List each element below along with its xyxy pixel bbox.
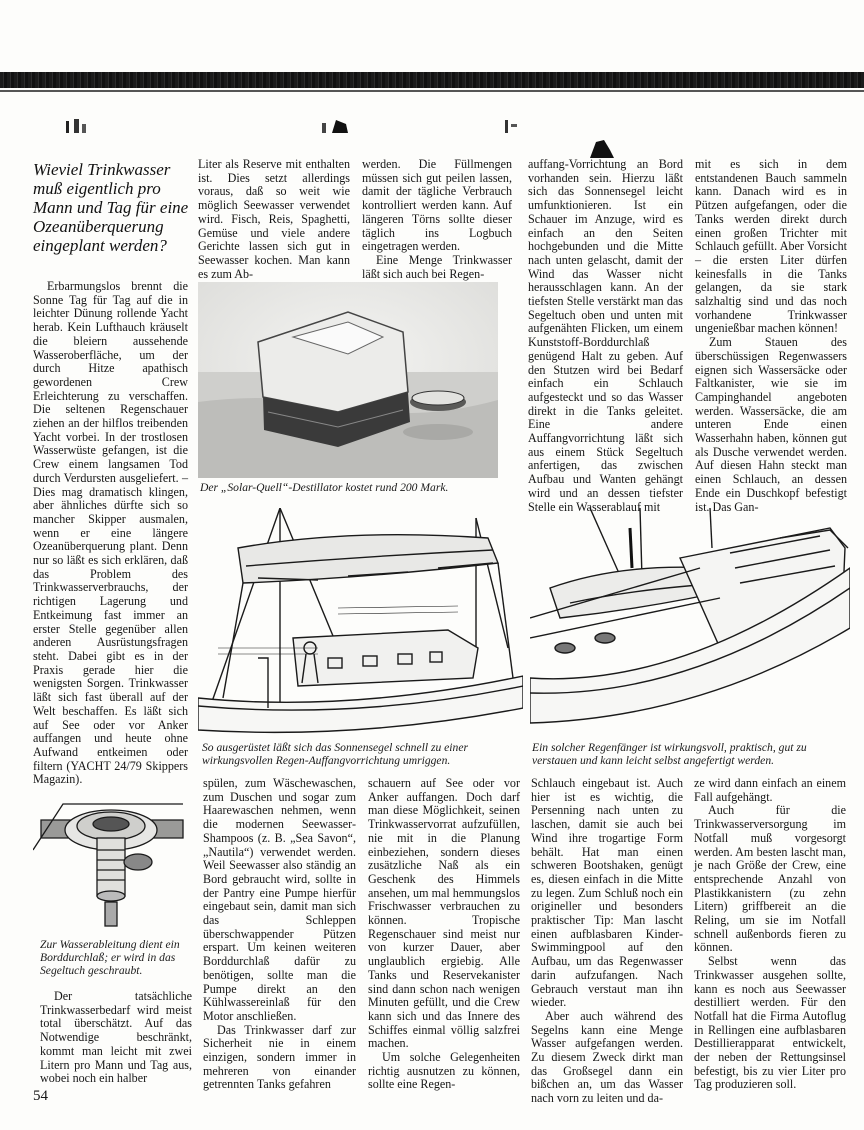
boat-awning-illustration	[198, 508, 523, 740]
paragraph: ze wird dann einfach an einem Fall aufgehängt.	[694, 776, 846, 804]
page-number: 54	[33, 1088, 48, 1104]
paragraph: Aber auch während des Segelns kann eine Menge Wasser aufgefangen werden. Zu diesem Zweck dirkt man das Großsegel dann ein bißchen an, um das Wasser nach vorn zu leiten und da-	[531, 1008, 683, 1106]
through-hull-fitting-illustration	[33, 790, 191, 932]
column-3-bottom	[368, 777, 520, 1092]
paragraph: Um solche Gelegenheiten richtig ausnutzen zu können, sollte eine Regen-	[368, 1050, 520, 1092]
top-rule-bar	[0, 72, 864, 88]
photo-caption: Der „Solar-Quell“-Destillator kostet rund 200 Mark.	[200, 481, 449, 494]
paragraph: schauern auf See oder vor Anker auffangen. Doch darf man diese Möglichkeit, seinen Trinkwasservorrat aufzufüllen, nie mit in die Planung einbeziehen, sondern dieses zusätzliche Naß als ein Geschenk des Himmels ansehen, um mal hemmungslos Frischwasser verbrauchen zu können. Tropische Regenschauer sind meist nur von kurzer Dauer, aber unglaublich ergiebig. Alle Tanks und Reservekanister sind dann schon nach wenigen Minuten gefüllt, und die Crew kann sich und das Innere des Schiffes einmal völlig salzfrei machen.	[368, 776, 520, 1051]
paragraph: Eine Menge Trinkwasser läßt sich auch bei Regen-	[362, 252, 512, 281]
column-2-bottom	[203, 777, 356, 1092]
paragraph: Zum Stauen des überschüssigen Regenwassers eignen sich Wassersäcke oder Faltkanister, wie sie im Campinghandel angeboten werden. Wassersäcke, die am unteren Ende einen Wasserhahn haben, können gut als Dusche verwendet werden. Auf diesen Hahn steckt man einen Schlauch, an dessen Ende ein Duschkopf befestigt ist. Das Gan-	[695, 335, 847, 514]
paragraph: spülen, zum Wäschewaschen, zum Duschen und sogar zum Haarewaschen nehmen, wenn die modernen Seewasser-Shampoos (z. B. „Sea Savon“, „Nautila“) verwendet werden. Weil Seewasser also ständig an Bord gebraucht wird, sollte in der Pantry eine Pumpe hierfür eingebaut sein, damit man sich das Schleppen überschwappender Pützen erspart. Um keinen weiteren Borddurchlaß dafür zu benötigen, sollte man die Pumpe direkt an den Kühlwassereinlaß für den Motor anschließen.	[203, 776, 356, 1023]
column-5-top	[695, 158, 847, 514]
boat-left-caption: So ausgerüstet läßt sich das Sonnensegel schnell zu einer wirkungsvollen Regen-Auffangvorrichtung umriggen.	[202, 741, 468, 767]
column-5-bottom	[694, 777, 846, 1092]
column-2-top	[198, 158, 350, 281]
decor-mark-2	[318, 118, 358, 134]
paragraph: Selbst wenn das Trinkwasser ausgehen sollte, kann es noch aus Seewasser destilliert werden. Für den Notfall hat die Firma Autoflug in Rellingen eine aufblasbaren Destillierapparat entwickelt, der neben der Rettungsinsel befestigt, bis zu vier Liter pro Tag produzieren soll.	[694, 954, 846, 1092]
paragraph: Erbarmungslos brennt die Sonne Tag für Tag auf die in leichter Dünung rollende Yacht herab. Kein Lufthauch kräuselt die bleiern aussehende Wasseroberfläche, um der durch Hitze apathisch gewordenen Crew Erleichterung zu verschaffen. Die seltenen Regenschauer ziehen an der hilflos treibenden Yacht vorbei. In der trostlosen Wasserwüste gefangen, ist die Crew einem langsamen Tod durch Verdursten ausgeliefert. – Dies mag dramatisch klingen, aber ähnliches dürfte sich so mancher Skipper ausmalen, wenn er eine längere Ozeanüberquerung plant. Denn nur so läßt es sich erklären, daß das Problem des Trinkwasserverbrauchs, der richtigen Lagerung und Entkeimung fast immer an erster Stelle gegenüber allen anderen Ausrüstungsfragen steht. Dabei gibt es in der Praxis gerade hier die wenigsten Sorgen. Trinkwasser läßt sich fast überall auf der Welt beschaffen. Es läßt sich auf See oder vor Anker auffangen und heute ohne Aufwand entkeimen oder filtern (YACHT 24/79 Skippers Magazin).	[33, 279, 188, 787]
paragraph: Schlauch eingebaut ist. Auch hier ist es wichtig, die Persenning nach unten zu laschen, damit sie auch bei Wind ihre trogartige Form behält. Hat man einen schweren Bootshaken, genügt es, diesen einfach in die Mitte zu legen. Zum Schluß noch ein origineller und besonders praktischer Tip: Man lascht einen aufblasbaren Kinder-Swimmingpool auf den Aufbau, um das Regenwasser darin aufzufangen. Nach Gebrauch verstaut man ihn wieder.	[531, 776, 683, 1010]
paragraph: Auch für die Trinkwasserversorgung im Notfall muß vorgesorgt werden. Am besten lascht man, je nach Größe der Crew, eine entsprechende Anzahl von Plastikkanistern (zu zehn Litern) griffbereit an die Reling, um sie im Notfall schnell außenbords fieren zu können.	[694, 803, 846, 955]
column-4-top	[528, 158, 683, 514]
paragraph: mit es sich in dem entstandenen Bauch sammeln kann. Danach wird es in Pützen aufgefangen, oder die Tanks werden direkt durch einen großen Trichter mit Schlauch gefüllt. Aber Vorsicht – die ersten Liter dürfen keinesfalls in die Tanks gelangen, da sie stark salzhaltig sind und das noch vorhandene Trinkwasser ungenießbar machen können!	[695, 157, 847, 336]
column-3-top	[362, 158, 512, 281]
paragraph: Der tatsächliche Trinkwasserbedarf wird meist total überschätzt. Auf das Notwendige beschränkt, kommt man leicht mit zwei Litern pro Mann und Tag aus, wobei noch ein halber	[40, 989, 192, 1086]
solar-still-photo	[198, 282, 498, 478]
rain-catcher-illustration	[530, 508, 850, 740]
fitting-caption: Zur Wasserableitung dient ein Borddurchlaß; er wird in das Segeltuch geschraubt.	[40, 938, 180, 977]
article-headline: Wieviel Trinkwasser muß eigentlich pro Mann und Tag für eine Ozeanüberquerung eingeplant werden?	[33, 160, 189, 255]
paragraph: Liter als Reserve mit enthalten ist. Dies setzt allerdings voraus, daß so weit wie möglich Seewasser verwendet wird. Fisch, Reis, Spaghetti, Gemüse und viele andere Gerichte lassen sich gut in Seewasser kochen. Man kann es zum Ab-	[198, 157, 350, 281]
boat-right-caption: Ein solcher Regenfänger ist wirkungsvoll, praktisch, gut zu verstauen und kann leicht selbst angefertigt werden.	[532, 741, 807, 767]
paragraph: werden. Die Füllmengen müssen sich gut peilen lassen, damit der tägliche Verbrauch kontrolliert werden kann. Auf längeren Törns sollte dieser täglich ins Logbuch eingetragen werden.	[362, 157, 512, 254]
column-4-bottom	[531, 777, 683, 1106]
column-1-top	[33, 280, 188, 787]
column-1-bottom	[40, 990, 192, 1086]
paragraph: auffang-Vorrichtung an Bord vorhanden sein. Hierzu läßt sich das Sonnensegel leicht umfunktionieren. Ist ein Schauer im Anzuge, wird es einfach an den Seiten hochgebunden und die Mitte nach unten gelascht, damit der Wind das Wasser nicht herausschlagen kann. An der tiefsten Stelle verstärkt man das Segeltuch oben und unten mit aufgenähten Flicken, um einem Kunststoff-Borddurchlaß genügend Halt zu geben. Auf den Stutzen wird bei Bedarf einfach ein Schlauch aufgesteckt und so das Wasser direkt in die Tanks geleitet. Eine andere Auffangvorrichtung läßt sich aus einem Stück Segeltuch anfertigen, das zwischen Aufbau und Wanten gehängt wird und an dessen tiefster Stelle ein Wasserablauf mit	[528, 157, 683, 514]
decor-mark-1	[60, 118, 100, 134]
top-rule-thin	[0, 90, 864, 92]
decor-mark-3	[495, 118, 535, 134]
paragraph: Das Trinkwasser darf zur Sicherheit nie in einem einzigen, sondern immer in mehreren von einander getrennten Tanks gefahren	[203, 1022, 356, 1092]
